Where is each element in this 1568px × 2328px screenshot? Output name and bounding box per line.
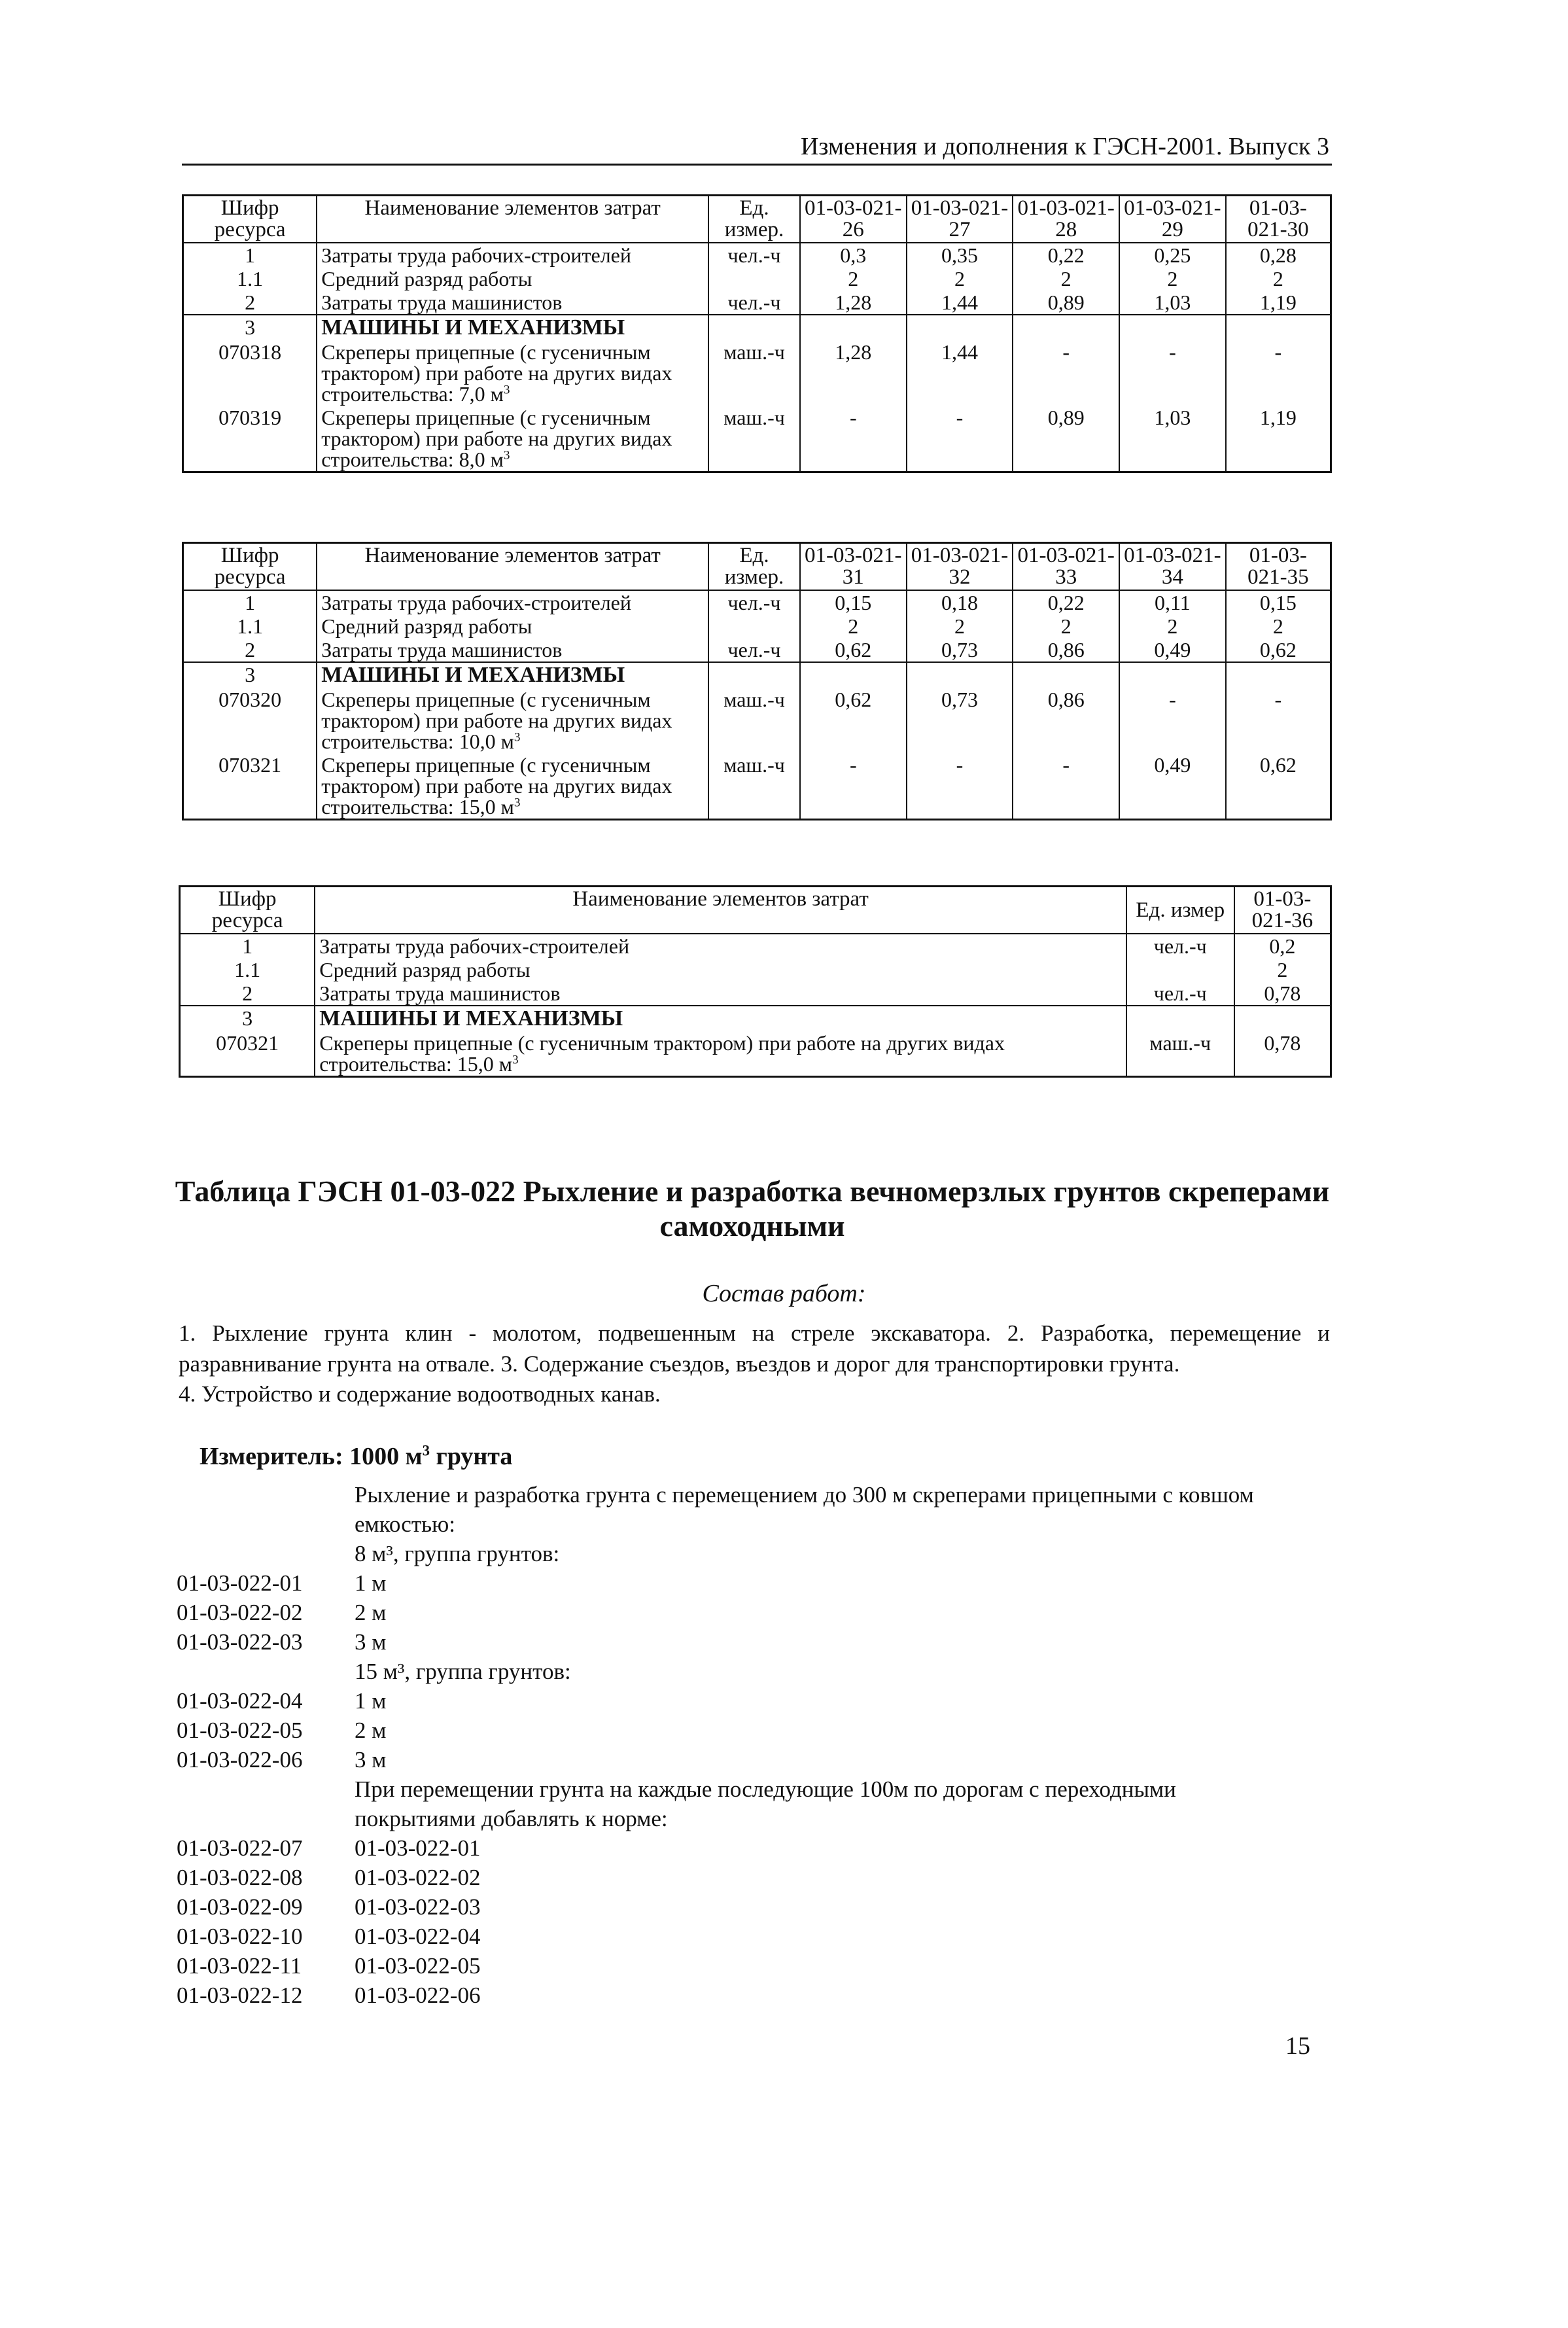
norm-description: 8 м³, группа грунтов: <box>355 1541 560 1566</box>
column-header: Наименование элементов затрат <box>317 543 708 591</box>
table-title-line1: Таблица ГЭСН 01-03-022 Рыхление и разработка вечномерзлых грунтов скреперами <box>175 1174 1330 1208</box>
resource-code: 2 <box>180 981 315 1006</box>
resource-name: Затраты труда рабочих-строителей <box>317 590 708 614</box>
list-item <box>177 1804 1354 1833</box>
column-header: 01-03-021-28 <box>1013 196 1119 243</box>
unit-cell: маш.-ч <box>708 406 800 472</box>
value-cell: 1,44 <box>907 340 1013 406</box>
resource-code: 3 <box>183 662 317 688</box>
resource-code: 070321 <box>183 753 317 820</box>
value-cell: 0,73 <box>907 638 1013 662</box>
table-row <box>183 662 1331 688</box>
norm-code: 01-03-022-08 <box>177 1865 303 1890</box>
norm-description: 01-03-022-01 <box>355 1835 481 1861</box>
value-cell: 0,89 <box>1013 406 1119 472</box>
unit-cell: маш.-ч <box>708 753 800 820</box>
norm-description: покрытиями добавлять к норме: <box>355 1806 668 1831</box>
norm-code: 01-03-022-05 <box>177 1718 303 1743</box>
value-cell: 0,89 <box>1013 291 1119 315</box>
column-header: 01-03-021-27 <box>907 196 1013 243</box>
value-cell: 2 <box>1226 267 1331 291</box>
value-cell: 2 <box>907 267 1013 291</box>
value-cell: 2 <box>800 267 907 291</box>
resource-code: 070318 <box>183 340 317 406</box>
table-row <box>183 243 1331 267</box>
norm-code: 01-03-022-10 <box>177 1924 303 1949</box>
unit-cell: чел.-ч <box>708 243 800 267</box>
resource-name: Скреперы прицепные (с гусеничным трактором) при работе на других видах строительства: 8,0 $м^3$ <box>317 406 708 472</box>
norm-description: Рыхление и разработка грунта с перемещением до 300 м скреперами прицепными с ковшом <box>355 1482 1254 1508</box>
table-row <box>183 406 1331 472</box>
unit-cell <box>1126 1006 1234 1031</box>
value-cell: - <box>1013 340 1119 406</box>
column-header: 01-03-021-26 <box>800 196 907 243</box>
list-item <box>177 1892 1354 1922</box>
resource-code: 2 <box>183 638 317 662</box>
resource-name: Скреперы прицепные (с гусеничным трактором) при работе на других видах строительства: 15,0 $м^3$ <box>315 1031 1126 1077</box>
norm-code: 01-03-022-04 <box>177 1688 303 1714</box>
resource-code: 070321 <box>180 1031 315 1077</box>
list-item <box>177 1951 1354 1981</box>
resource-code: 2 <box>183 291 317 315</box>
column-header: 01-03-021-31 <box>800 543 907 591</box>
value-cell: 1,44 <box>907 291 1013 315</box>
list-item <box>177 1833 1354 1863</box>
value-cell <box>1013 315 1119 340</box>
norm-description: 01-03-022-05 <box>355 1953 481 1979</box>
column-header: Шифр ресурса <box>183 543 317 591</box>
value-cell: 0,22 <box>1013 243 1119 267</box>
value-cell <box>1013 662 1119 688</box>
resource-table-2 <box>182 542 1332 820</box>
measure-sup: 3 <box>422 1442 430 1459</box>
norm-code: 01-03-022-06 <box>177 1747 303 1772</box>
table-title-line2: самоходными <box>659 1208 845 1243</box>
norm-description: 3 м <box>355 1747 387 1772</box>
resource-name: Средний разряд работы <box>317 267 708 291</box>
table-title <box>131 1174 1374 1244</box>
value-cell: 2 <box>907 614 1013 638</box>
table-header-row <box>180 887 1331 934</box>
resource-code: 070320 <box>183 688 317 753</box>
resource-name: Средний разряд работы <box>317 614 708 638</box>
table-row <box>183 638 1331 662</box>
norm-description: 01-03-022-02 <box>355 1865 481 1890</box>
table-row <box>183 267 1331 291</box>
column-header: 01-03-021-34 <box>1119 543 1226 591</box>
page-number: 15 <box>1285 2032 1310 2060</box>
resource-name: Скреперы прицепные (с гусеничным трактором) при работе на других видах строительства: 15,0 $м^3$ <box>317 753 708 820</box>
resource-name: Скреперы прицепные (с гусеничным трактором) при работе на других видах строительства: 10,0 $м^3$ <box>317 688 708 753</box>
table-row <box>180 981 1331 1006</box>
value-cell <box>1226 315 1331 340</box>
column-header: Наименование элементов затрат <box>315 887 1126 934</box>
unit-cell: чел.-ч <box>1126 934 1234 958</box>
value-cell: 0,15 <box>800 590 907 614</box>
work-text-1: 1. Рыхление грунта клин - молотом, подвешенным на стреле экскаватора. 2. Разработка, перемещение и разравнивание грунта на отвале. 3. Содержание съездов, въездов и дорог для транспортировки грунта. <box>179 1320 1330 1377</box>
norm-code: 01-03-022-07 <box>177 1835 303 1861</box>
list-item <box>177 1686 1354 1716</box>
value-cell: 2 <box>1013 614 1119 638</box>
value-cell: 0,11 <box>1119 590 1226 614</box>
column-header: Шифр ресурса <box>180 887 315 934</box>
value-cell: 0,18 <box>907 590 1013 614</box>
value-cell <box>800 662 907 688</box>
work-composition-heading: Состав работ: <box>702 1280 866 1307</box>
value-cell: 0,25 <box>1119 243 1226 267</box>
value-cell <box>1226 662 1331 688</box>
norm-code: 01-03-022-11 <box>177 1953 302 1979</box>
resource-code: 3 <box>180 1006 315 1031</box>
column-header: 01-03-021-32 <box>907 543 1013 591</box>
value-cell: 0,28 <box>1226 243 1331 267</box>
resource-name: МАШИНЫ И МЕХАНИЗМЫ <box>317 662 708 688</box>
list-item <box>177 1568 1354 1598</box>
value-cell: - <box>800 406 907 472</box>
measure-unit <box>200 1442 512 1471</box>
norm-code: 01-03-022-12 <box>177 1983 303 2008</box>
page-header <box>182 130 1332 166</box>
value-cell <box>907 662 1013 688</box>
value-cell: 0,78 <box>1234 1031 1331 1077</box>
value-cell: 0,62 <box>800 688 907 753</box>
list-item <box>177 1627 1354 1657</box>
value-cell: 1,03 <box>1119 291 1226 315</box>
resource-name: МАШИНЫ И МЕХАНИЗМЫ <box>315 1006 1126 1031</box>
value-cell <box>1119 662 1226 688</box>
value-cell: - <box>1119 340 1226 406</box>
list-item <box>177 1774 1354 1804</box>
table-row <box>180 934 1331 958</box>
value-cell: - <box>1013 753 1119 820</box>
value-cell: 0,62 <box>1226 753 1331 820</box>
column-header: 01-03-021-33 <box>1013 543 1119 591</box>
unit-cell: чел.-ч <box>708 590 800 614</box>
value-cell: 2 <box>1013 267 1119 291</box>
norm-description: 1 м <box>355 1688 387 1714</box>
resource-table-1 <box>182 194 1332 473</box>
value-cell: - <box>1226 340 1331 406</box>
measure-suffix: грунта <box>429 1443 513 1470</box>
value-cell: 2 <box>800 614 907 638</box>
value-cell: 0,62 <box>1226 638 1331 662</box>
unit-cell: маш.-ч <box>1126 1031 1234 1077</box>
resource-code: 1 <box>183 590 317 614</box>
value-cell: 1,28 <box>800 340 907 406</box>
table-row <box>180 1031 1331 1077</box>
norm-description: 2 м <box>355 1718 387 1743</box>
value-cell: - <box>907 406 1013 472</box>
value-cell: 0,22 <box>1013 590 1119 614</box>
table-row <box>183 291 1331 315</box>
resource-code: 1 <box>183 243 317 267</box>
unit-cell <box>708 614 800 638</box>
value-cell <box>800 315 907 340</box>
list-item <box>177 1922 1354 1951</box>
resource-code: 1.1 <box>183 267 317 291</box>
column-header: Ед. измер. <box>708 543 800 591</box>
unit-cell: чел.-ч <box>1126 981 1234 1006</box>
resource-table-3 <box>179 885 1332 1078</box>
resource-name: Затраты труда машинистов <box>317 291 708 315</box>
norm-description: При перемещении грунта на каждые последующие 100м по дорогам с переходными <box>355 1776 1176 1802</box>
value-cell: 0,3 <box>800 243 907 267</box>
norm-description: емкостью: <box>355 1511 455 1537</box>
unit-cell <box>708 662 800 688</box>
value-cell <box>907 315 1013 340</box>
value-cell: 0,35 <box>907 243 1013 267</box>
value-cell: 0,49 <box>1119 638 1226 662</box>
value-cell: 2 <box>1234 958 1331 981</box>
resource-name: Затраты труда машинистов <box>317 638 708 662</box>
value-cell: 1,19 <box>1226 291 1331 315</box>
resource-name: Средний разряд работы <box>315 958 1126 981</box>
column-header: Ед. измер. <box>708 196 800 243</box>
column-header: Наименование элементов затрат <box>317 196 708 243</box>
norm-description: 01-03-022-04 <box>355 1924 481 1949</box>
unit-cell: маш.-ч <box>708 688 800 753</box>
list-item <box>177 1981 1354 2010</box>
norm-description: 2 м <box>355 1600 387 1625</box>
norm-description: 1 м <box>355 1570 387 1596</box>
value-cell: 2 <box>1226 614 1331 638</box>
value-cell: - <box>907 753 1013 820</box>
unit-cell: маш.-ч <box>708 340 800 406</box>
value-cell: 0,49 <box>1119 753 1226 820</box>
value-cell: 1,03 <box>1119 406 1226 472</box>
list-item <box>177 1598 1354 1627</box>
norm-description: 01-03-022-06 <box>355 1983 481 2008</box>
list-item <box>177 1716 1354 1745</box>
resource-name: Затраты труда рабочих-строителей <box>315 934 1126 958</box>
unit-cell <box>708 315 800 340</box>
resource-name: Затраты труда рабочих-строителей <box>317 243 708 267</box>
table-row <box>183 340 1331 406</box>
value-cell <box>1119 315 1226 340</box>
value-cell: 2 <box>1119 267 1226 291</box>
table-row <box>180 958 1331 981</box>
unit-cell <box>1126 958 1234 981</box>
resource-code: 3 <box>183 315 317 340</box>
table-row <box>180 1006 1331 1031</box>
value-cell: - <box>800 753 907 820</box>
table-header-row <box>183 543 1331 591</box>
table-row <box>183 753 1331 820</box>
value-cell: 1,19 <box>1226 406 1331 472</box>
resource-name: Затраты труда машинистов <box>315 981 1126 1006</box>
column-header: 01-03-021-29 <box>1119 196 1226 243</box>
list-item <box>177 1539 1354 1568</box>
unit-cell <box>708 267 800 291</box>
resource-code: 070319 <box>183 406 317 472</box>
list-item <box>177 1509 1354 1539</box>
value-cell: 2 <box>1119 614 1226 638</box>
work-text-2: 4. Устройство и содержание водоотводных канав. <box>179 1381 661 1407</box>
value-cell: - <box>1226 688 1331 753</box>
column-header: 01-03-021-35 <box>1226 543 1331 591</box>
column-header: 01-03-021-36 <box>1234 887 1331 934</box>
table-row <box>183 688 1331 753</box>
measure-prefix: Измеритель: 1000 м <box>200 1443 423 1470</box>
column-header: 01-03-021-30 <box>1226 196 1331 243</box>
resource-code: 1.1 <box>183 614 317 638</box>
norm-code: 01-03-022-09 <box>177 1894 303 1920</box>
table-header-row <box>183 196 1331 243</box>
table-row <box>183 614 1331 638</box>
value-cell: 0,86 <box>1013 638 1119 662</box>
unit-cell: чел.-ч <box>708 638 800 662</box>
value-cell: 0,86 <box>1013 688 1119 753</box>
list-item <box>177 1480 1354 1509</box>
column-header: Ед. измер <box>1126 887 1234 934</box>
resource-code: 1.1 <box>180 958 315 981</box>
unit-cell: чел.-ч <box>708 291 800 315</box>
norm-description: 15 м³, группа грунтов: <box>355 1659 571 1684</box>
value-cell: - <box>1119 688 1226 753</box>
header-text: Изменения и дополнения к ГЭСН-2001. Выпуск 3 <box>800 133 1329 160</box>
table-row <box>183 590 1331 614</box>
table-row <box>183 315 1331 340</box>
norm-code: 01-03-022-01 <box>177 1570 303 1596</box>
value-cell: 0,73 <box>907 688 1013 753</box>
norm-description: 01-03-022-03 <box>355 1894 481 1920</box>
list-item <box>177 1863 1354 1892</box>
resource-name: МАШИНЫ И МЕХАНИЗМЫ <box>317 315 708 340</box>
column-header: Шифр ресурса <box>183 196 317 243</box>
value-cell: 0,15 <box>1226 590 1331 614</box>
norm-code: 01-03-022-02 <box>177 1600 303 1625</box>
norm-code-list <box>177 1480 1354 2010</box>
norm-code: 01-03-022-03 <box>177 1629 303 1655</box>
value-cell <box>1234 1006 1331 1031</box>
resource-code: 1 <box>180 934 315 958</box>
resource-name: Скреперы прицепные (с гусеничным трактором) при работе на других видах строительства: 7,0 $м^3$ <box>317 340 708 406</box>
value-cell: 0,78 <box>1234 981 1331 1006</box>
list-item <box>177 1745 1354 1774</box>
value-cell: 0,2 <box>1234 934 1331 958</box>
work-composition-text <box>179 1318 1330 1410</box>
norm-description: 3 м <box>355 1629 387 1655</box>
value-cell: 1,28 <box>800 291 907 315</box>
value-cell: 0,62 <box>800 638 907 662</box>
list-item <box>177 1657 1354 1686</box>
